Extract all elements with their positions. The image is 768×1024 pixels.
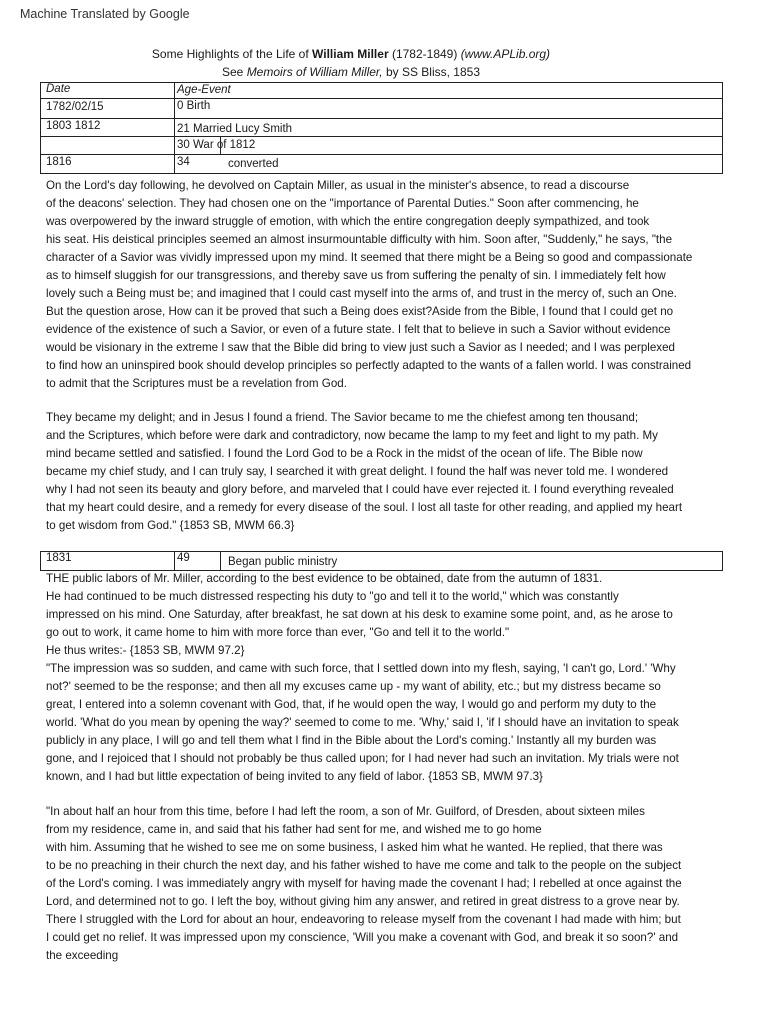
text-line: I could get no relief. It was impressed upon my conscience, 'Will you make a covenant with God, and break it so soon?' and (46, 931, 679, 944)
paragraph-guilford (46, 803, 736, 965)
text-line: go out to work, it came home to him with more force than ever, "Go and tell it to the world." (46, 626, 510, 639)
text-line: He had continued to be much distressed respecting his duty to "go and tell it to the world," which was constantly (46, 590, 619, 603)
text-line: mind became settled and satisfied. I found the Lord God to be a Rock in the midst of the ocean of life. The Bible now (46, 447, 643, 460)
text-line: that my heart could desire, and a remedy for every disease of the soul. I lost all taste for other reading, and applied my heart (46, 501, 683, 514)
text-line: gone, and I rejoiced that I should not probably be thus called upon; for I had never had such an invitation. My trials were not (46, 752, 679, 765)
subtitle-see: See (221, 65, 244, 79)
text-line: great, I entered into a solemn covenant with God, that, if he would open the way, I would go and perform my duty to the (46, 698, 657, 711)
text-line: was overpowered by the inward struggle of emotion, with which the entire congregation deeply sympathized, and took (46, 215, 650, 228)
text-line: Lord, and determined not to go. I left the boy, without giving him any answer, and retired in great distress to a grove near by. (46, 895, 680, 908)
timeline-table (40, 82, 723, 174)
row-date: 1816 (46, 156, 72, 168)
row-age-event (177, 123, 292, 136)
row-age-event (177, 139, 255, 152)
row-age: 0 (177, 100, 184, 112)
text-line: became my chief study, and I can truly say, I searched it with great delight. I found the half was never told me. I wondered (46, 465, 669, 478)
paragraph-conversion (46, 177, 736, 393)
subtitle-memoirs: Memoirs of William Miller, (246, 65, 383, 79)
text-line: lovely such a Being must be; and imagined that I could cast myself into the arms of, and trust in the mercy of, such an One. (46, 287, 677, 300)
row-date: 1831 (46, 552, 72, 564)
text-line: "The impression was so sudden, and came with such force, that I settled down into my flesh, saying, 'I can't go, Lord.' 'Why (46, 662, 676, 675)
table-rule (41, 154, 722, 155)
text-line: "In about half an hour from this time, before I had left the room, a son of Mr. Guilford, of Dresden, about sixteen miles (46, 805, 645, 818)
row-age: 30 (177, 139, 190, 151)
text-line: THE public labors of Mr. Miller, according to the best evidence to be obtained, date from the autumn of 1831. (46, 572, 603, 585)
ministry-table (40, 551, 723, 571)
row-age: 49 (177, 552, 190, 564)
text-line: They became my delight; and in Jesus I found a friend. The Savior became to me the chiefest among ten thousand; (46, 411, 639, 424)
title-prefix: Some Highlights of the Life of (151, 47, 309, 61)
page-title (0, 46, 702, 63)
text-line: to admit that the Scriptures must be a revelation from God. (46, 377, 347, 390)
text-line: would be visionary in the extreme I saw that the Bible did bring to view just such a Savior as I needed; and I was perplexed (46, 341, 675, 354)
text-line: why I had not seen its beauty and glory before, and marveled that I could have ever rejected it. I found everything revealed (46, 483, 674, 496)
text-line: to be no preaching in their church the next day, and his father wished to have me come and talk to the people on the subject (46, 859, 682, 872)
row-date: 1803 1812 (46, 120, 101, 132)
title-site: (www.APLib.org) (460, 47, 551, 61)
title-years: (1782-1849) (391, 47, 458, 61)
text-line: as to himself sluggish for our transgressions, and thereby save us from suffering the penalty of sin. I immediately felt how (46, 269, 666, 282)
text-line: to get wisdom from God." {1853 SB, MWM 66.3} (46, 519, 295, 532)
row-event: War of 1812 (193, 139, 256, 151)
text-line: and the Scriptures, which before were dark and contradictory, now became the lamp to my feet and light to my path. My (46, 429, 658, 442)
header-age-event: Age-Event (177, 84, 231, 96)
row-age-event (177, 100, 210, 113)
text-line: He thus writes:- {1853 SB, MWM 97.2} (46, 644, 245, 657)
text-line: impressed on his mind. One Saturday, after breakfast, he sat down at his desk to examine some point, and, as he arose to (46, 608, 673, 621)
text-line: On the Lord's day following, he devolved on Captain Miller, as usual in the minister's absence, to read a discourse (46, 179, 630, 192)
page-subtitle (0, 64, 702, 81)
row-event: Birth (186, 100, 211, 112)
text-line: of the deacons' selection. They had chosen one on the "importance of Parental Duties." Soon after commencing, he (46, 197, 639, 210)
text-line: world. 'What do you mean by opening the way?' seemed to come to me. 'Why,' said I, 'if I should have an invitation to speak (46, 716, 679, 729)
paragraph-public-labors (46, 570, 736, 786)
text-line: There I struggled with the Lord for about an hour, endeavoring to release myself from the covenant I had made with him; but (46, 913, 681, 926)
row-age: 21 (177, 123, 190, 135)
table-divider (174, 552, 175, 570)
text-line: But the question arose, How can it be proved that such a Being does exist?Aside from the Bible, I found that I could get no (46, 305, 674, 318)
machine-translated-label: Machine Translated by Google (20, 7, 190, 21)
text-line: publicly in any place, I will go and tell them what I find in the Bible about the Lord's coming.' Instantly all my burden was (46, 734, 657, 747)
text-line: his seat. His deistical principles seemed an almost insurmountable difficulty with him. Soon after, "Suddenly," he says, "the (46, 233, 673, 246)
row-date: 1782/02/15 (46, 101, 104, 113)
title-name: William Miller (312, 47, 389, 61)
text-line: to find how an uninspired book should develop principles so perfectly adapted to the wants of a fallen world. I was constrained (46, 359, 692, 372)
text-line: from my residence, came in, and said that his father had sent for me, and wished me to go home (46, 823, 542, 836)
table-rule (41, 118, 722, 119)
text-line: not?' seemed to be the response; and then all my excuses came up - my want of ability, etc.; but my distress became so (46, 680, 661, 693)
table-divider (174, 83, 175, 173)
row-event: Began public ministry (228, 556, 338, 568)
text-line: character of a Savior was vividly impressed upon my mind. It seemed that there might be a Being so good and compassionate (46, 251, 693, 264)
text-line: of the Lord's coming. I was immediately angry with myself for having made the covenant I had; I rebelled at once against the (46, 877, 682, 890)
table-rule (41, 98, 722, 99)
text-line: with him. Assuming that he wished to see me on some business, I asked him what he wanted. He replied, that there was (46, 841, 663, 854)
text-line: the exceeding (46, 949, 119, 962)
subtitle-by: by SS Bliss, 1853 (385, 65, 480, 79)
text-line: known, and I had but little expectation of being invited to any field of labor. {1853 SB, MWM 97.3} (46, 770, 543, 783)
row-event: Married Lucy Smith (193, 123, 293, 135)
table-rule (41, 136, 722, 137)
text-line: evidence of the existence of such a Savior, or even of a future state. I felt that to believe in such a Savior without evidence (46, 323, 671, 336)
table-divider (220, 552, 221, 570)
paragraph-delight (46, 409, 736, 535)
row-event: converted (228, 158, 279, 170)
header-date: Date (46, 83, 71, 95)
row-age: 34 (177, 156, 190, 168)
